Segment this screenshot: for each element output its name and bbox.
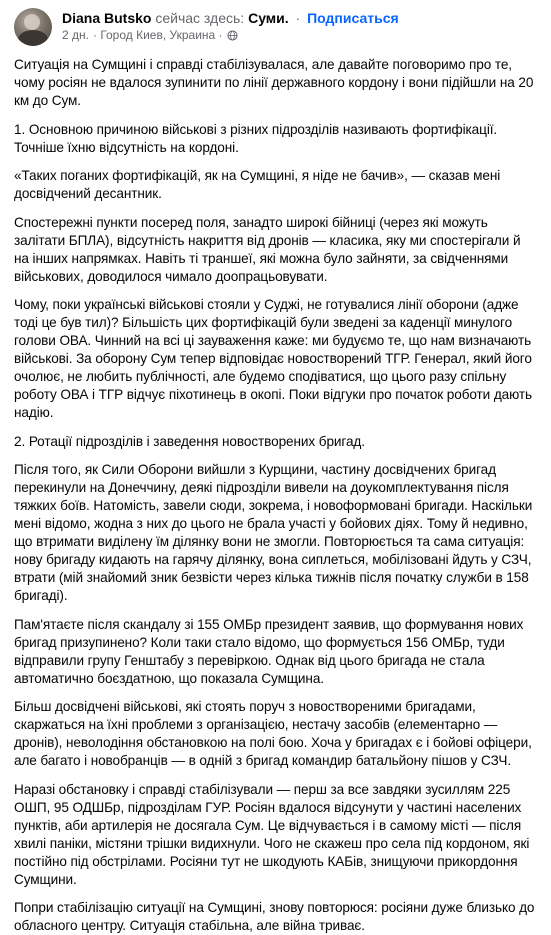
check-in-status: сейчас здесь:	[155, 10, 245, 26]
post-paragraph: Попри стабілізацію ситуації на Сумщині, знову повторюся: росіяни дуже близько до обласного центру. Ситуація стабільна, але війна триває.	[14, 900, 535, 933]
author-line	[62, 9, 399, 27]
check-in-place[interactable]: Суми.	[248, 10, 289, 26]
post-paragraph: «Таких поганих фортифікацій, як на Сумщині, я ніде не бачив», — сказав мені досвідчений десантник.	[14, 168, 501, 201]
post-paragraph: Чому, поки українські військові стояли у Суджі, не готувалися лінії оборони (адже тоді це був тил)? Більшість цих фортифікацій були зведені за каденції минулого голови ОВА. Чинний на всі ці зауваження каже: ми будуємо те, що нам визначають військові. За оборону Сум тепер відповідає новостворений ТГР. Генерал, який його очолює, не любить публічності, але будемо сподіватися, що цього разу спільну роботу ОВА і ТГР відчує піхотинець в окопі. Поки відгуки про початок роботи дають надію.	[14, 297, 533, 420]
post-body	[14, 56, 537, 935]
follow-button[interactable]: Подписаться	[307, 10, 399, 26]
post-paragraph: Спостережні пункти посеред поля, занадто широкі бійниці (через які можуть залітати БПЛА), відсутність накриття від дронів — класика, яку ми спостерігали й на інших напрямках. Навіть ті траншеї, які можна було зайняти, за свідченнями військових, доводилося чимало доопрацьовувати.	[14, 214, 521, 284]
globe-icon	[227, 30, 238, 41]
post-paragraph: Наразі обстановку і справді стабілізували — перш за все завдяки зусиллям 225 ОШП, 95 ОДШБр, підрозділам ГУР. Росіян вдалося відсунути у частині населених пунктів, аби артилерія не досягала Сум. Це відчувається і в самому місті — після хвилі паніки, містяни трішки видихнули. Чого не скажеш про села під кордоном, які постійно під обстрілами. Росіяни тут не шкодують КАБів, знищуючи прикордоння Сумщини.	[14, 781, 530, 887]
post-paragraph: Пам'ятаєте після скандалу зі 155 ОМБр президент заявив, що формування нових бригад призупинено? Коли таки стало відомо, що формується 156 ОМБр, туди відправили групу Генштабу з перевіркою. Однак від цього бригада не стала автоматично боєздатною, що показала Сумщина.	[14, 616, 524, 686]
separator-dot: ·	[295, 10, 301, 26]
post-header	[14, 8, 537, 52]
post-time[interactable]: 2 дн.	[62, 28, 89, 42]
author-avatar[interactable]	[14, 8, 52, 46]
post-paragraph: Більш досвідчені військові, які стоять поруч з новоствореними бригадами, скаржаться на їхні проблеми з організацією, нестачу засобів (елементарно — дронів), неволодіння обстановкою на полі бою. Хоча у бригадах є і бойові офіцери, але багато і новобранців — в одній з бригад командир батальйону пішов у СЗЧ.	[14, 699, 532, 768]
post-location: · Город Киев, Украина ·	[92, 28, 223, 42]
post-paragraph: 1. Основною причиною військові з різних підрозділів називають фортифікації. Точніше їхню відсутність на кордоні.	[14, 121, 498, 155]
post-subline	[62, 27, 399, 43]
post-paragraph: Після того, як Сили Оборони вийшли з Курщини, частину досвідчених бригад перекинули на Донеччину, деякі підрозділи вивели на доукомплектування після тяжких боїв. Натомість, завели сюди, зокрема, і новоформовані бригади. Наскільки мені відомо, жодна з них до цього не брала участі у бойових діях. Тому й недивно, що втримати виділену їм ділянку вони не змогли. Повторюється та сама ситуація: нову бригаду кидають на гарячу ділянку, вона сиплеться, мобілізовані йдуть у СЗЧ, втрати (мій знайомий зник безвісти через кілька тижнів після початку служби в 158 бригаді).	[14, 462, 533, 603]
author-name[interactable]: Diana Butsko	[62, 10, 152, 26]
post-meta	[62, 8, 399, 43]
post-paragraph: 2. Ротації підрозділів і заведення новостворених бригад.	[14, 433, 365, 449]
post-paragraph: Ситуація на Сумщині і справді стабілізувалася, але давайте поговоримо про те, чому росіян не вдалося зупинити по лінії державного кордону і вони підійшли на 20 км до Сум.	[14, 57, 534, 108]
